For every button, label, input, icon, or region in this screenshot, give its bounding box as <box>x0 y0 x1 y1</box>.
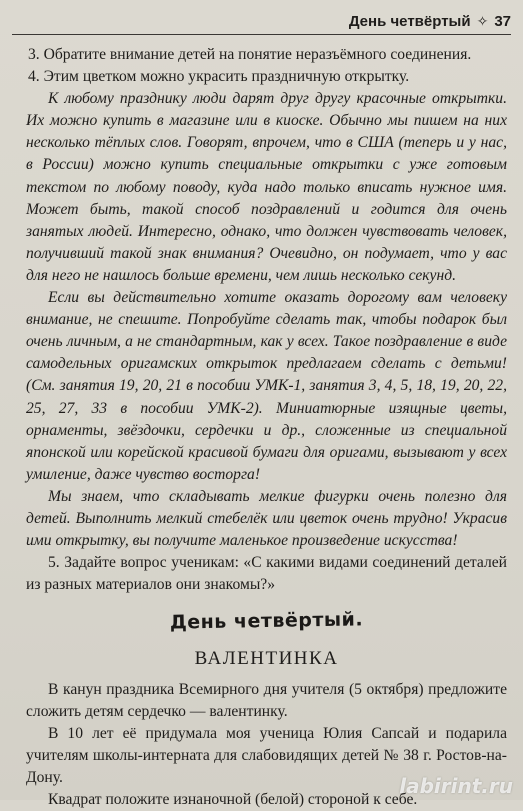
watermark: labirint.ru <box>399 774 513 798</box>
italic-paragraph-1: К любому празднику люди дарят друг другу красочные открытки. Их можно купить в магазине или в киоске. Обычно мы пишем на них несколько тёплых слов. Говорят, впрочем, что в США (теперь и у нас, в России) можно купить специальные открытки с уже готовым текстом по любому поводу, куда надо только вписать нужное имя. Может быть, такой способ поздравлений и годится для очень занятых людей. Интересно, однако, что должен чувствовать человек, получивший такой знак внимания? Очевидно, он подумает, что у вас для него не нашлось больше времени, чем лишь несколько секунд. <box>26 90 507 284</box>
ornament-icon: ✧ <box>476 12 489 29</box>
list-item-4: 4. Этим цветком можно украсить праздничную открытку. <box>28 68 410 86</box>
page-number: 37 <box>494 12 511 30</box>
list-item-3: 3. Обратите внимание детей на понятие неразъёмного соединения. <box>28 46 472 63</box>
day-heading: День четвёртый. <box>169 608 364 635</box>
running-header <box>12 8 511 35</box>
body-paragraph-2: В 10 лет её придумала моя ученица Юлия Сапсай и подарила учителям школы-интерната для слабовидящих детей № 38 г. Ростов-на-Дону. <box>26 724 507 786</box>
list-item-5: 5. Задайте вопрос ученикам: «С какими видами соединений деталей из разных материалов они знакомы?» <box>26 554 507 594</box>
italic-paragraph-3: Мы знаем, что складывать мелкие фигурки очень полезно для детей. Выполнить мелкий стебелёк или цветок очень трудно! Украсив ими открытку, вы получите маленькое произведение искусства! <box>26 487 507 550</box>
page-content <box>26 44 507 811</box>
body-paragraph-3: Квадрат положите изнаночной (белой) стороной к себе. <box>48 791 418 808</box>
running-header-title: День четвёртый <box>348 12 471 30</box>
body-paragraph-1: В канун праздника Всемирного дня учителя (5 октября) предложите сложить детям сердечко — валентинку. <box>26 680 507 720</box>
italic-paragraph-2: Если вы действительно хотите оказать дорогому вам человеку внимание, не спешите. Попробуйте сделать так, чтобы подарок был очень личным, а не стандартным, как у всех. Такое поздравление в виде самодельных оригамских открыток предлагаем сделать с детьми! (См. занятия 19, 20, 21 в пособии УМК-1, занятия 3, 4, 5, 18, 19, 20, 22, 25, 27, 33 в пособии УМК-2). Миниатюрные изящные цветы, орнаменты, звёздочки, сердечки и др., сложенные из специальной японской или корейской красивой бумаги для оригами, вызывают у всех умиление, даже чувство восторга! <box>26 289 507 483</box>
lesson-title: ВАЛЕНТИНКА <box>194 648 339 670</box>
